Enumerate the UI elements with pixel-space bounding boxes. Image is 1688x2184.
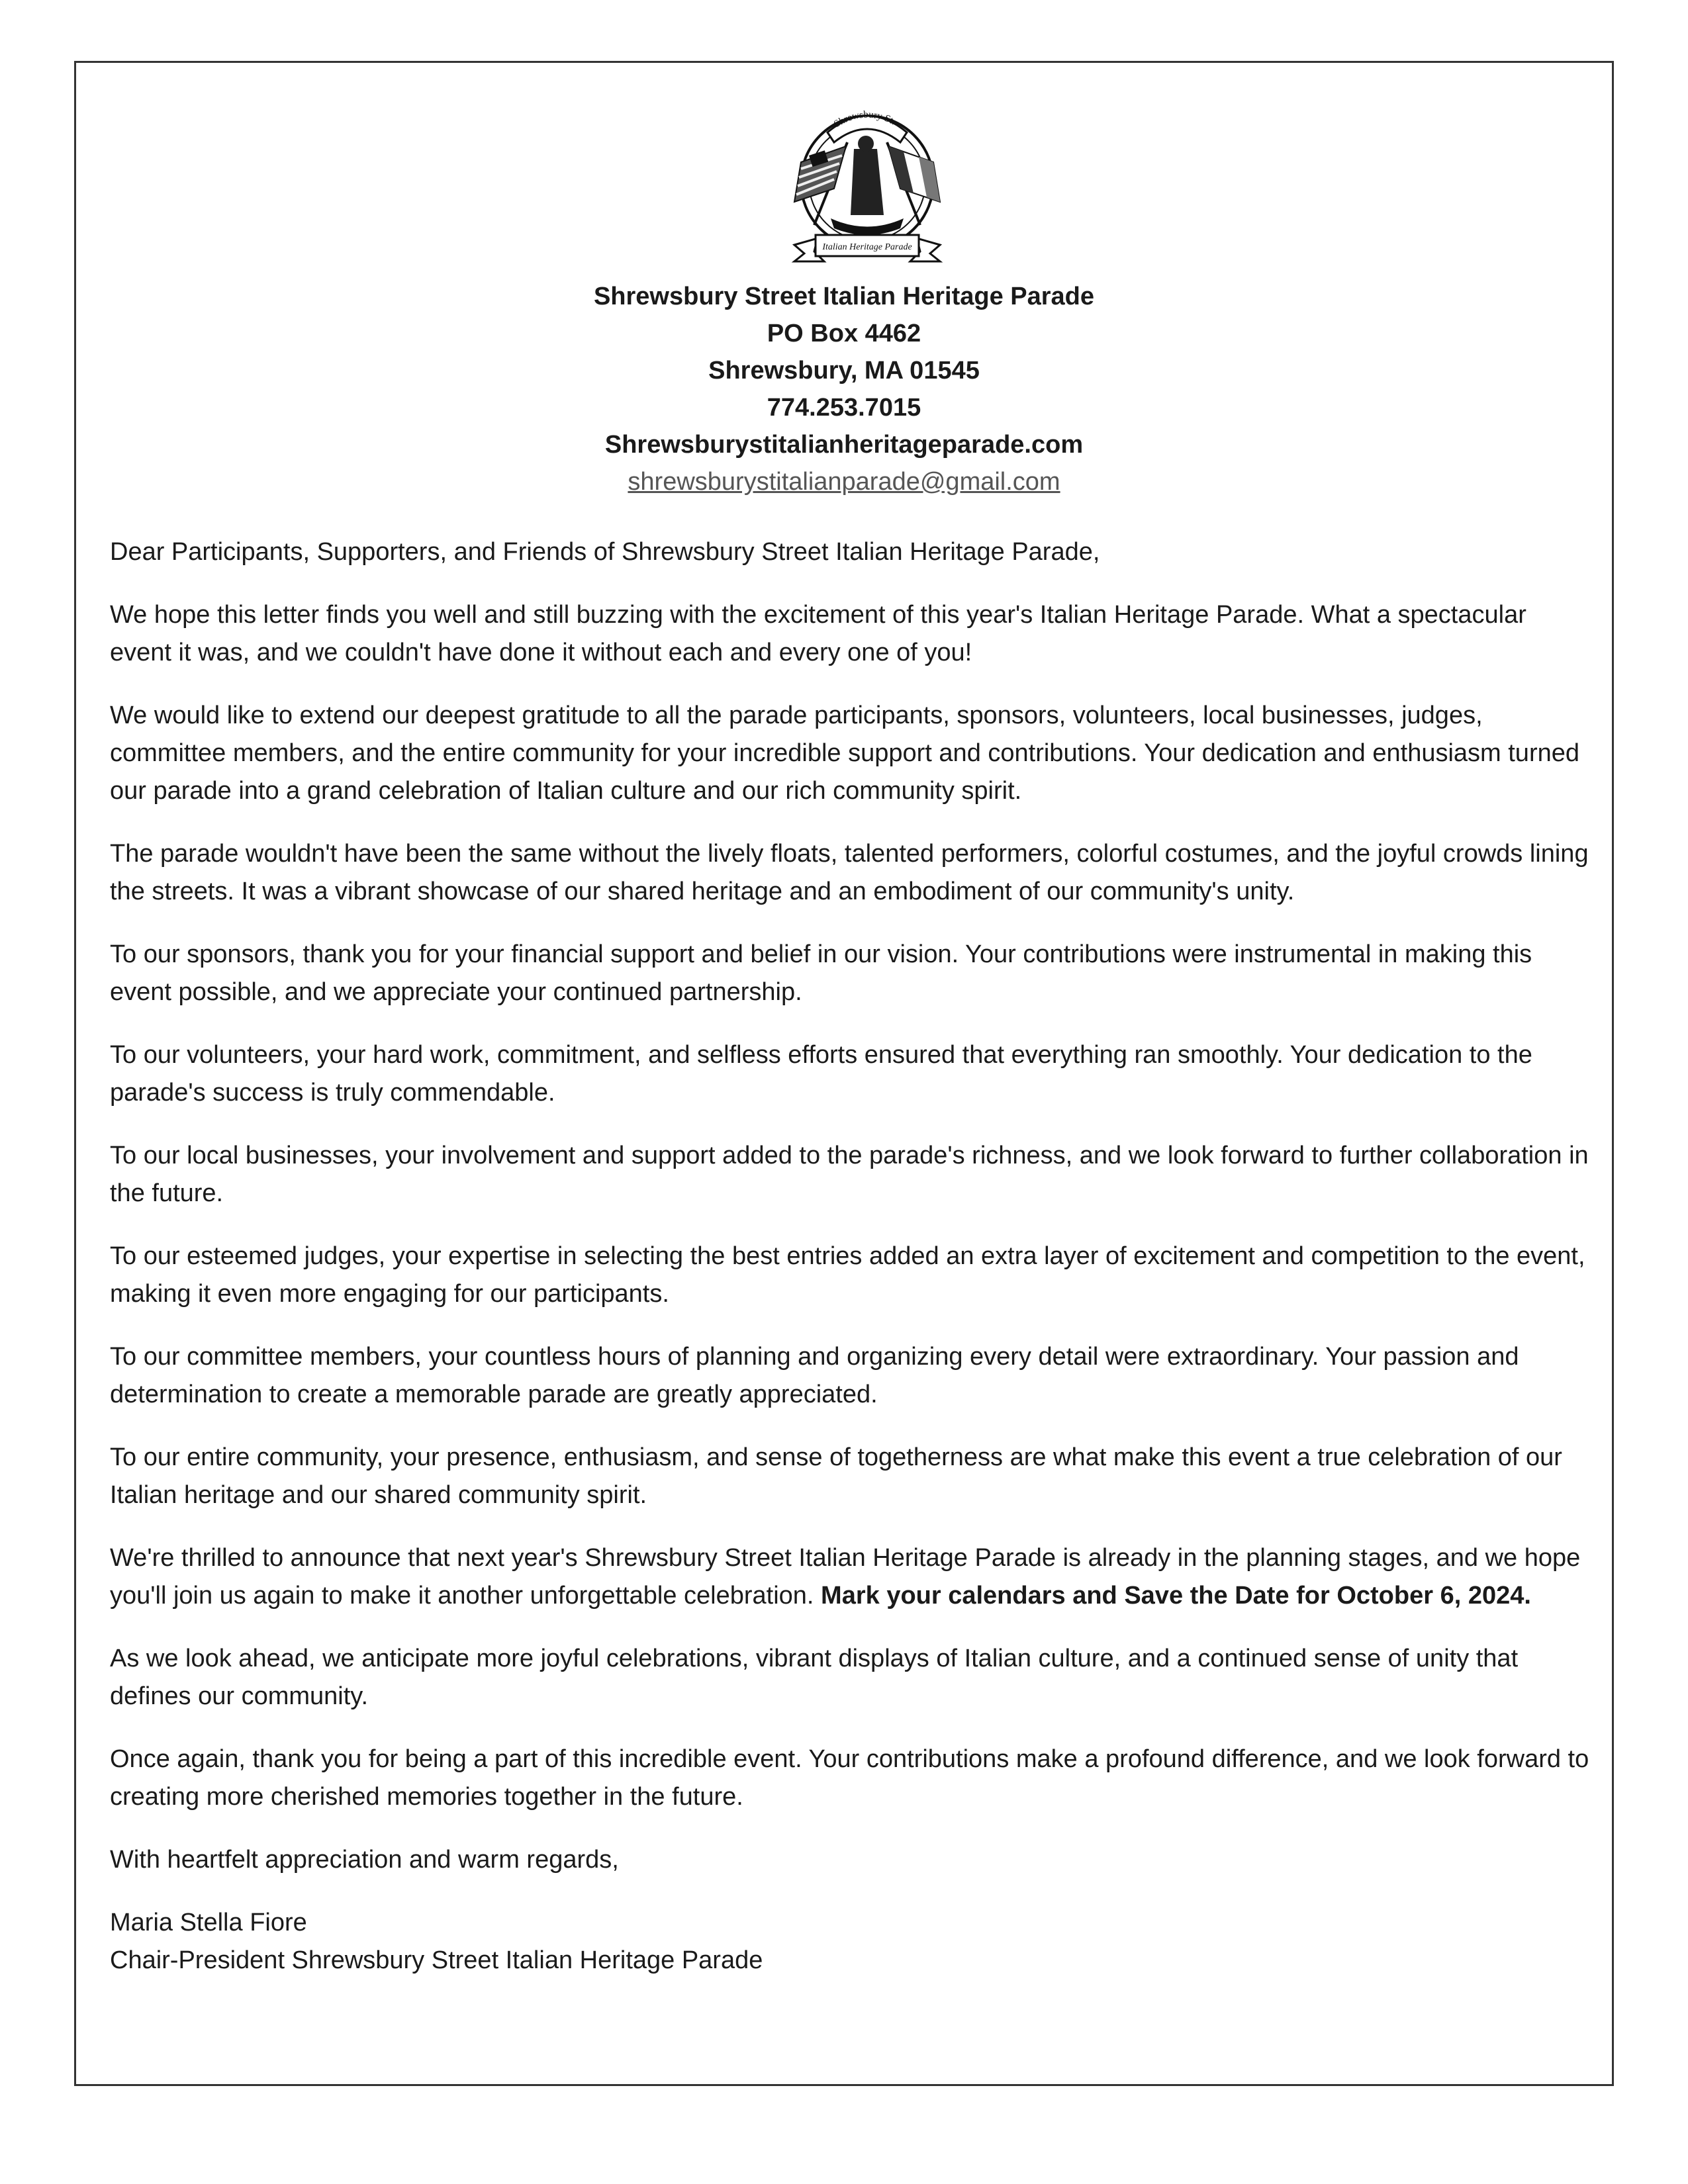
signature-block <box>110 1904 1593 1979</box>
announcement-paragraph <box>110 1539 1593 1615</box>
email-link[interactable]: shrewsburystitalianparade@gmail.com <box>628 468 1060 496</box>
announcement-text: We're thrilled to announce that next year's Shrewsbury Street Italian Heritage Parade is already in the planning stages, and we hope you'll join us again to make it another unforgettable celebration. <box>110 1544 1581 1610</box>
paragraph: To our volunteers, your hard work, commitment, and selfless efforts ensured that everything ran smoothly. Your dedication to the parade's success is truly commendable. <box>110 1041 1532 1107</box>
paragraph: The parade wouldn't have been the same without the lively floats, talented performers, colorful costumes, and the joyful crowds lining the streets. It was a vibrant showcase of our shared heritage and an embodiment of our community's unity. <box>110 840 1589 905</box>
paragraph: To our sponsors, thank you for your financial support and belief in our vision. Your contributions were instrumental in making this event possible, and we appreciate your continued partnership. <box>110 940 1532 1006</box>
paragraph: To our local businesses, your involvement and support added to the parade's richness, and we look forward to further collaboration in the future. <box>110 1142 1589 1207</box>
paragraph: Once again, thank you for being a part of this incredible event. Your contributions make a profound difference, and we look forward to creating more cherished memories together in the future. <box>110 1745 1589 1811</box>
paragraph: To our entire community, your presence, enthusiasm, and sense of togetherness are what make this event a true celebration of our Italian heritage and our shared community spirit. <box>110 1443 1562 1509</box>
paragraph: To our committee members, your countless hours of planning and organizing every detail were extraordinary. Your passion and determination to create a memorable parade are greatly appreciated. <box>110 1343 1519 1408</box>
po-box: PO Box 4462 <box>767 320 921 347</box>
city-state-zip: Shrewsbury, MA 01545 <box>708 357 980 385</box>
logo-arc-text: Shrewsbury St. <box>832 109 898 130</box>
paragraph: We would like to extend our deepest gratitude to all the parade participants, sponsors, volunteers, local businesses, judges, committee members, and the entire community for your incredible support and contributions. Your dedication and enthusiasm turned our parade into a grand celebration of Italian culture and our rich community spirit. <box>110 702 1579 805</box>
signer-name: Maria Stella Fiore <box>110 1909 307 1936</box>
phone-number: 774.253.7015 <box>767 394 921 422</box>
paragraph: We hope this letter finds you well and still buzzing with the excitement of this year's Italian Heritage Parade. What a spectacular event it was, and we couldn't have done it without each and every one of you! <box>110 601 1526 666</box>
paragraph: As we look ahead, we anticipate more joyful celebrations, vibrant displays of Italian culture, and a continued sense of unity that defines our community. <box>110 1645 1519 1710</box>
paragraph: To our esteemed judges, your expertise in selecting the best entries added an extra layer of excitement and competition to the event, making it even more engaging for our participants. <box>110 1242 1585 1308</box>
org-name: Shrewsbury Street Italian Heritage Parade <box>593 283 1095 310</box>
website-link[interactable]: Shrewsburystitalianheritageparade.com <box>604 431 1084 459</box>
letterhead <box>0 278 1688 500</box>
logo-banner <box>794 235 940 261</box>
sign-off: With heartfelt appreciation and warm regards, <box>110 1846 619 1874</box>
parade-logo <box>768 103 966 281</box>
letter-body <box>110 533 1593 1979</box>
logo-banner-text: Italian Heritage Parade <box>822 242 912 252</box>
save-the-date: Mark your calendars and Save the Date for October 6, 2024. <box>821 1582 1531 1610</box>
signer-title: Chair-President Shrewsbury Street Italian Heritage Parade <box>110 1946 763 1974</box>
salutation: Dear Participants, Supporters, and Friends of Shrewsbury Street Italian Heritage Parade, <box>110 538 1100 566</box>
